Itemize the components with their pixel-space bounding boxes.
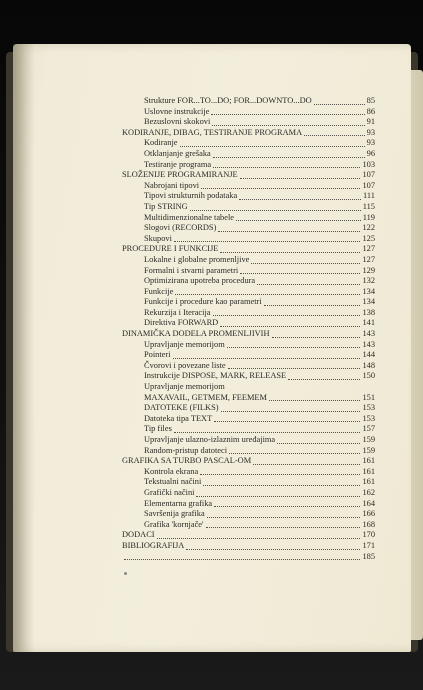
toc-entry bbox=[118, 287, 375, 298]
toc-entry-title: Random-pristup datoteci bbox=[144, 445, 228, 455]
toc-entry-title: Slogovi (RECORDS) bbox=[144, 223, 217, 233]
toc-entry bbox=[118, 202, 375, 213]
dot-leader bbox=[240, 272, 360, 274]
toc-entry-page-number: 103 bbox=[362, 159, 375, 169]
dot-leader bbox=[200, 473, 360, 475]
toc-entry bbox=[118, 96, 375, 107]
toc-entry-title: Funkcije i procedure kao parametri bbox=[144, 297, 262, 307]
toc-entry-title: Pointeri bbox=[144, 350, 171, 360]
dot-leader bbox=[203, 484, 360, 486]
toc-entry-title: Elementarna grafika bbox=[144, 498, 213, 508]
toc-entry-page-number: 115 bbox=[362, 201, 375, 211]
toc-entry-page-number: 162 bbox=[362, 487, 375, 497]
dot-leader bbox=[213, 156, 365, 158]
toc-entry bbox=[118, 456, 375, 467]
toc-entry-page-number: 111 bbox=[363, 191, 375, 201]
dot-leader bbox=[239, 198, 361, 200]
toc-entry bbox=[118, 371, 375, 382]
toc-entry-page-number: 107 bbox=[362, 180, 375, 190]
toc-entry bbox=[118, 509, 375, 520]
toc-entry bbox=[118, 318, 375, 329]
toc-entry-title: PROCEDURE I FUNKCIJE bbox=[122, 244, 219, 254]
toc-entry bbox=[118, 276, 375, 287]
toc-entry bbox=[118, 244, 375, 255]
toc-entry-page-number: 141 bbox=[362, 318, 375, 328]
toc-entry-page-number: 153 bbox=[362, 403, 375, 413]
toc-entry-page-number: 159 bbox=[362, 435, 375, 444]
toc-entry bbox=[118, 350, 375, 361]
toc-entry-title: Otklanjanje grešaka bbox=[144, 148, 211, 158]
dot-leader bbox=[174, 240, 361, 242]
dot-leader bbox=[175, 293, 360, 295]
toc-entry bbox=[118, 488, 375, 499]
toc-entry-title: BIBLIOGRAFIJA bbox=[122, 540, 185, 550]
toc-entry bbox=[118, 541, 375, 552]
toc-entry-title: Skupovi bbox=[144, 233, 172, 243]
dot-leader bbox=[206, 526, 361, 528]
dot-leader bbox=[196, 495, 360, 497]
toc-entry-title: Instrukcije DISPOSE, MARK, RELEASE bbox=[144, 371, 287, 381]
toc-entry-page-number: 122 bbox=[362, 223, 375, 233]
toc-entry bbox=[118, 181, 375, 192]
dot-leader bbox=[277, 442, 360, 444]
toc-entry-page-number: 161 bbox=[362, 466, 375, 476]
dot-leader bbox=[227, 390, 373, 391]
ink-speck bbox=[124, 572, 127, 575]
toc-entry-page-number: 134 bbox=[362, 297, 375, 307]
toc-entry-page-number: 168 bbox=[362, 519, 375, 529]
toc-entry-title: Testiranje programa bbox=[144, 159, 212, 169]
toc-entry-page-number: 132 bbox=[362, 276, 375, 286]
toc-entry bbox=[118, 329, 375, 340]
toc-entry-page-number: 171 bbox=[362, 540, 375, 550]
table-of-contents bbox=[118, 96, 375, 562]
page-binding-shade bbox=[13, 44, 35, 652]
toc-entry-title: SLOŽENIJE PROGRAMIRANJE bbox=[122, 170, 238, 180]
toc-entry-title: Čvorovi i povezane liste bbox=[144, 360, 226, 370]
toc-entry-page-number: 138 bbox=[362, 307, 375, 317]
toc-entry-page-number: 93 bbox=[366, 138, 375, 148]
toc-entry bbox=[118, 414, 375, 425]
toc-entry-title: Datoteka tipa TEXT bbox=[144, 413, 213, 423]
toc-entry-page-number: 129 bbox=[362, 265, 375, 275]
dot-leader bbox=[180, 145, 365, 147]
toc-entry-page-number: 157 bbox=[362, 424, 375, 434]
toc-entry-title: Lokalne i globalne promenljive bbox=[144, 254, 250, 264]
dot-leader bbox=[229, 452, 360, 454]
toc-entry-page-number: 127 bbox=[362, 254, 375, 264]
dot-leader bbox=[269, 399, 360, 401]
toc-entry-title: Tipovi strukturnih podataka bbox=[144, 191, 238, 201]
toc-entry-page-number: 119 bbox=[362, 212, 375, 222]
dot-leader bbox=[218, 230, 360, 232]
toc-entry-title: Optimiziranа upotreba procedura bbox=[144, 276, 256, 286]
toc-entry-title: Strukture FOR...TO...DO; FOR...DOWNTO...DO bbox=[144, 96, 312, 105]
toc-entry bbox=[118, 393, 375, 404]
toc-entry bbox=[118, 223, 375, 234]
toc-entry-title: Upravljanje memorijom bbox=[144, 382, 225, 392]
toc-entry-title: Grafika 'kornjače' bbox=[144, 519, 204, 529]
toc-entry bbox=[118, 499, 375, 510]
toc-entry-page-number: 159 bbox=[362, 445, 375, 455]
dot-leader bbox=[124, 558, 360, 560]
dot-leader bbox=[264, 304, 361, 306]
toc-entry-title: Grafički načini bbox=[144, 487, 195, 497]
dot-leader bbox=[304, 134, 364, 136]
dot-leader bbox=[214, 420, 360, 422]
toc-entry-page-number: 143 bbox=[362, 339, 375, 349]
toc-entry-page-number: 127 bbox=[362, 244, 375, 254]
toc-entry bbox=[118, 213, 375, 224]
toc-entry-title: Tip files bbox=[144, 424, 172, 434]
toc-entry-title: Formalni i stvarni parametri bbox=[144, 265, 239, 275]
toc-entry-page-number: 161 bbox=[362, 477, 375, 487]
toc-entry-page-number: 166 bbox=[362, 509, 375, 519]
toc-entry bbox=[118, 403, 375, 414]
dot-leader bbox=[288, 378, 360, 380]
toc-entry-title: Kontrola ekrana bbox=[144, 466, 199, 476]
toc-entry-page-number: 151 bbox=[362, 392, 375, 402]
toc-entry bbox=[118, 382, 375, 393]
toc-entry-page-number: 148 bbox=[362, 360, 375, 370]
toc-entry-page-number: 170 bbox=[362, 530, 375, 540]
toc-entry bbox=[118, 477, 375, 488]
toc-entry-page-number: 91 bbox=[366, 117, 375, 127]
dot-leader bbox=[272, 336, 361, 338]
dot-leader bbox=[212, 124, 364, 126]
toc-entry-page-number: 153 bbox=[362, 413, 375, 423]
toc-entry bbox=[118, 530, 375, 541]
toc-entry-title: DODACI bbox=[122, 530, 155, 540]
toc-entry bbox=[118, 191, 375, 202]
toc-entry bbox=[118, 520, 375, 531]
toc-entry-title: Rekurzija i Iteracija bbox=[144, 307, 211, 317]
toc-entry-title: DINAMIČKA DODELA PROMENLJIVIH bbox=[122, 329, 270, 339]
toc-entry bbox=[118, 170, 375, 181]
dot-leader bbox=[251, 262, 360, 264]
toc-entry-title: Tip STRING bbox=[144, 201, 188, 211]
toc-entry-page-number: 161 bbox=[362, 456, 375, 466]
dot-leader bbox=[213, 314, 361, 316]
toc-entry-page-number: 185 bbox=[362, 551, 375, 561]
toc-entry bbox=[118, 149, 375, 160]
toc-entry-title: Nabrojani tipovi bbox=[144, 180, 200, 190]
toc-entry-page-number: 107 bbox=[362, 170, 375, 180]
toc-entry-page-number: 144 bbox=[362, 350, 375, 360]
toc-entry bbox=[118, 424, 375, 435]
toc-entry bbox=[118, 361, 375, 372]
toc-entry-page-number: 150 bbox=[362, 371, 375, 381]
dot-leader bbox=[236, 219, 361, 221]
dot-leader bbox=[257, 283, 360, 285]
toc-entry-title: DATOTEKE (FILKS) bbox=[144, 403, 219, 413]
toc-entry-title: Multidimenzionalne tabele bbox=[144, 212, 235, 222]
dot-leader bbox=[157, 537, 361, 539]
toc-entry-title: Bezuslovni skokovi bbox=[144, 117, 211, 127]
toc-entry-title: GRAFIKA SA TURBO PASCAL-OM bbox=[122, 456, 252, 466]
toc-entry bbox=[118, 435, 375, 446]
toc-entry-page-number: 134 bbox=[362, 286, 375, 296]
toc-entry bbox=[118, 552, 375, 563]
toc-entry-title: Kodiranje bbox=[144, 138, 178, 148]
dot-leader bbox=[207, 516, 361, 518]
toc-entry bbox=[118, 138, 375, 149]
toc-entry bbox=[118, 234, 375, 245]
toc-entry-title: Funkcije bbox=[144, 286, 174, 296]
toc-entry bbox=[118, 340, 375, 351]
toc-entry-title: Upravljanje ulazno-izlaznim uređajima bbox=[144, 435, 276, 444]
toc-entry-page-number: 85 bbox=[366, 96, 375, 105]
toc-entry-title: Upravljanje memorijom bbox=[144, 339, 225, 349]
dot-leader bbox=[221, 410, 361, 412]
dot-leader bbox=[220, 251, 360, 253]
toc-entry bbox=[118, 446, 375, 457]
toc-entry-title: Direktiva FORWARD bbox=[144, 318, 219, 328]
toc-entry bbox=[118, 128, 375, 139]
toc-entry bbox=[118, 255, 375, 266]
toc-entry-page-number: 96 bbox=[366, 148, 375, 158]
toc-entry-page-number: 143 bbox=[362, 329, 375, 339]
toc-entry bbox=[118, 308, 375, 319]
dot-leader bbox=[190, 209, 361, 211]
toc-entry-page-number: 86 bbox=[366, 106, 375, 116]
toc-entry bbox=[118, 117, 375, 128]
toc-entry-page-number: 125 bbox=[362, 233, 375, 243]
dot-leader bbox=[253, 463, 360, 465]
dot-leader bbox=[314, 103, 365, 105]
dot-leader bbox=[228, 367, 361, 369]
toc-entry-page-number: 93 bbox=[366, 127, 375, 137]
toc-entry bbox=[118, 297, 375, 308]
dot-leader bbox=[240, 177, 361, 179]
dot-leader bbox=[220, 325, 360, 327]
toc-entry-title: Tekstualni načini bbox=[144, 477, 202, 487]
dot-leader bbox=[174, 431, 361, 433]
dot-leader bbox=[213, 166, 360, 168]
dot-leader bbox=[211, 113, 364, 115]
toc-entry-page-number: 164 bbox=[362, 498, 375, 508]
dot-leader bbox=[173, 357, 361, 359]
toc-entry-title: Uslovne instrukcije bbox=[144, 106, 210, 116]
toc-entry-title: MAXAVAIL, GETMEM, FEEMEM bbox=[144, 392, 267, 402]
toc-entry bbox=[118, 467, 375, 478]
dot-leader bbox=[214, 505, 360, 507]
dot-leader bbox=[201, 187, 360, 189]
dot-leader bbox=[186, 548, 360, 550]
toc-entry bbox=[118, 160, 375, 171]
dot-leader bbox=[227, 346, 361, 348]
toc-entry bbox=[118, 107, 375, 118]
toc-entry-title: Savršenija grafika bbox=[144, 509, 205, 519]
toc-entry bbox=[118, 266, 375, 277]
toc-entry-title: KODIRANJE, DIBAG, TESTIRANJE PROGRAMA bbox=[122, 127, 303, 137]
